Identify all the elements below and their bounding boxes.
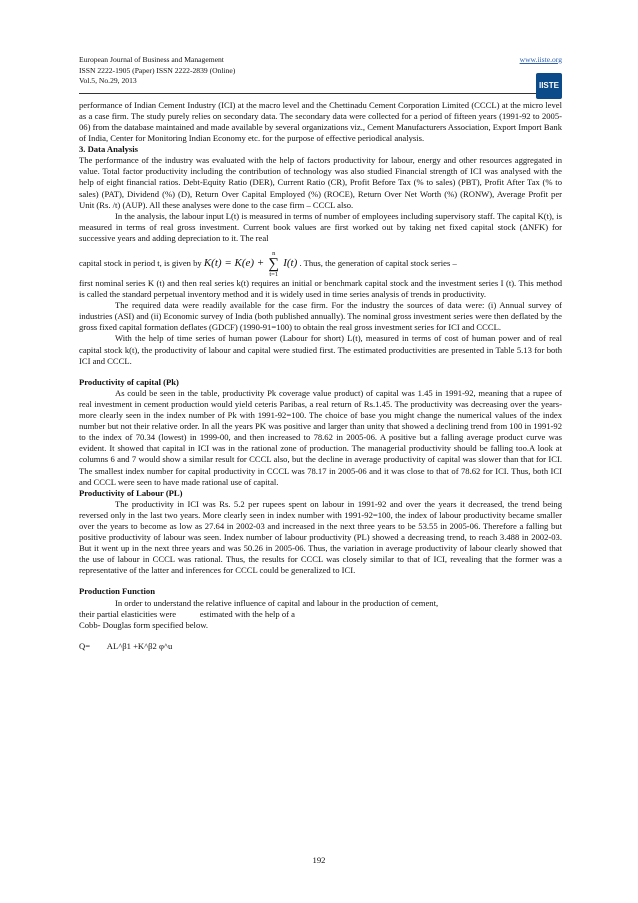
data-analysis-paragraph-1: The performance of the industry was evaluated with the help of factors productivity for labour, energy and other resources aggregated in value. Total factor productivity including the contribution of technology was also studied Financial strength of ICI was analysed with the help of eight financial ratios. Debt-Equity Ratio (DER), Current Ratio (CR), Profit Before Tax (% to sales) (PBT), Profit After Tax (% to sales) (PAT), Dividend (%) (D), Return Over Capital Employed (%) (ROCE), Return Over Net Worth (%) (RONW), Average Profit per Unit (Rs. /t) (AUP). All these analyses were done to the case firm – CCCL also.: [79, 155, 562, 210]
production-line-1: In order to understand the relative influence of capital and labour in the production of cement,: [115, 597, 439, 608]
capital-productivity-paragraph: As could be seen in the table, productivity Pk coverage value product) of capital was 1.45 in 1991-92, meaning that a rupee of real investment in cement production would yield ceteris Paribas, a real return of Rs.1.45. The productivity was decreasing over the years-more clearly seen in the index number of Pk with 1991-92=100. The choice of base you might change the numerical values of the index number but not their relative order. In all the years PK was positive and larger than unity that showed a declining trend from 100 in 1991-92 to the index of 70.34 (lowest) in 1999-00, and then increased to 78.62 in 2005-06. A positive but a falling average product curve was evident. It showed that capital in ICI was in the rational zone of production. The managerial productivity should be falling too.A look at columns 6 and 7 would show a similar result for CCCL also, but the decline in average productivity of capital was slower than that for ICI. The smallest index number for capital productivity in CCCL was 78.17 in 2005-06 and it was close to that of 78.62 for ICI. Thus, both ICI and CCCL were seen to have made rational use of capital.: [79, 387, 562, 487]
data-analysis-paragraph-2: In the analysis, the labour input L(t) is measured in terms of number of employees including supervisory staff. The capital K(t), is measured in terms of real gross investment. Current book values are first worked out by taking net fixed capital stock (ΔNFK) for successive years and adding depreciation to it. The real: [79, 210, 562, 243]
journal-link[interactable]: www.iiste.org: [519, 55, 562, 64]
page-number: 192: [312, 855, 326, 865]
production-line-3: Cobb- Douglas form specified below.: [79, 619, 209, 630]
formula-rhs: I(t): [283, 256, 298, 269]
volume-line: Vol.5, No.29, 2013: [79, 76, 137, 86]
formula-lhs: K(t) = K(e) +: [203, 256, 265, 269]
labour-productivity-heading: Productivity of Labour (PL): [79, 487, 183, 498]
production-function-heading: Production Function: [79, 586, 156, 597]
page-body: [79, 55, 562, 651]
data-analysis-paragraph-4: The required data were readily available for the case firm. For the industry the sources of data were: (i) Annual survey of industries (ASI) and (ii) Economic survey of India (both published annually). The nominal gross investment series were then deflated by the gross fixed capital formation deflates (GDCF) (1990-91=100) to obtain the real gross investment series for ICI and CCCL.: [79, 300, 562, 333]
intro-paragraph: performance of Indian Cement Industry (ICI) at the macro level and the Chettinadu Cement Corporation Limited (CCCL) at the micro level as a case firm. The study purely relies on secondary data. The secondary data were collected for a period of fifteen years (1991-92 to 2005-06) from the database maintained and made available by several organizations viz., Cement Manufacturers Association, Export Import Bank of India, Center for Monitoring Indian Economy etc. for the purpose of effective periodical analysis.: [79, 99, 562, 144]
capital-stock-formula: capital stock in period t, is given by K(t) = K(e) + n ∑ t=1 I(t) . Thus, the generation of capital stock series –: [79, 250, 457, 278]
iiste-logo-icon: IISTE: [536, 73, 562, 99]
summation: n ∑ t=1: [268, 250, 280, 278]
data-analysis-paragraph-3: first nominal series K (t) and then real series k(t) requires an initial or benchmark capital stock and the investment series I (t). This method is called the standard perpetual inventory method and it is widely used in time series analysis of trends in productivity.: [79, 278, 562, 300]
journal-title: European Journal of Business and Management: [79, 55, 224, 64]
data-analysis-paragraph-5: With the help of time series of human power (Labour for short) L(t), measured in terms of cost of human power and of real capital stock k(t), the productivity of labour and capital were studied first. The estimated productivities are presented in Table 5.13 for both ICI and CCCL.: [79, 333, 562, 366]
issn-line: ISSN 2222-1905 (Paper) ISSN 2222-2839 (Online): [79, 65, 236, 75]
labour-productivity-paragraph: The productivity in ICI was Rs. 5.2 per rupees spent on labour in 1991-92 and over the years it decreased, the trend being reversed only in the last two years. More clearly seen in index number with 1991-92=100, the index of labour productivity became smaller over the years to become as low as 27.64 in 2002-03 and increased in the next three years to be 53.55 in 2005-06. Therefore a falling but positive productivity of labour was seen. Index number of labour productivity (PL) showed a decreasing trend, to reach 3.488 in 2002-03. But it went up in the next three years and was 50.26 in 2005-06. Thus, the variation in average productivity of labour clearly showed that the use of labour in CCCL was rational. Thus, the results for CCCL was closely similar to that of ICI, revealing that the former was a representative of the latter and inferences for CCCL could be generalized to ICI.: [79, 498, 562, 576]
capital-productivity-heading: Productivity of capital (Pk): [79, 376, 179, 387]
cobb-douglas-equation: Q= AL^β1 +K^β2 φ^u: [79, 640, 173, 651]
production-line-2: their partial elasticities were estimated with the help of a: [79, 608, 295, 619]
section-heading-data-analysis: 3. Data Analysis: [79, 144, 138, 155]
journal-header: [79, 55, 562, 94]
